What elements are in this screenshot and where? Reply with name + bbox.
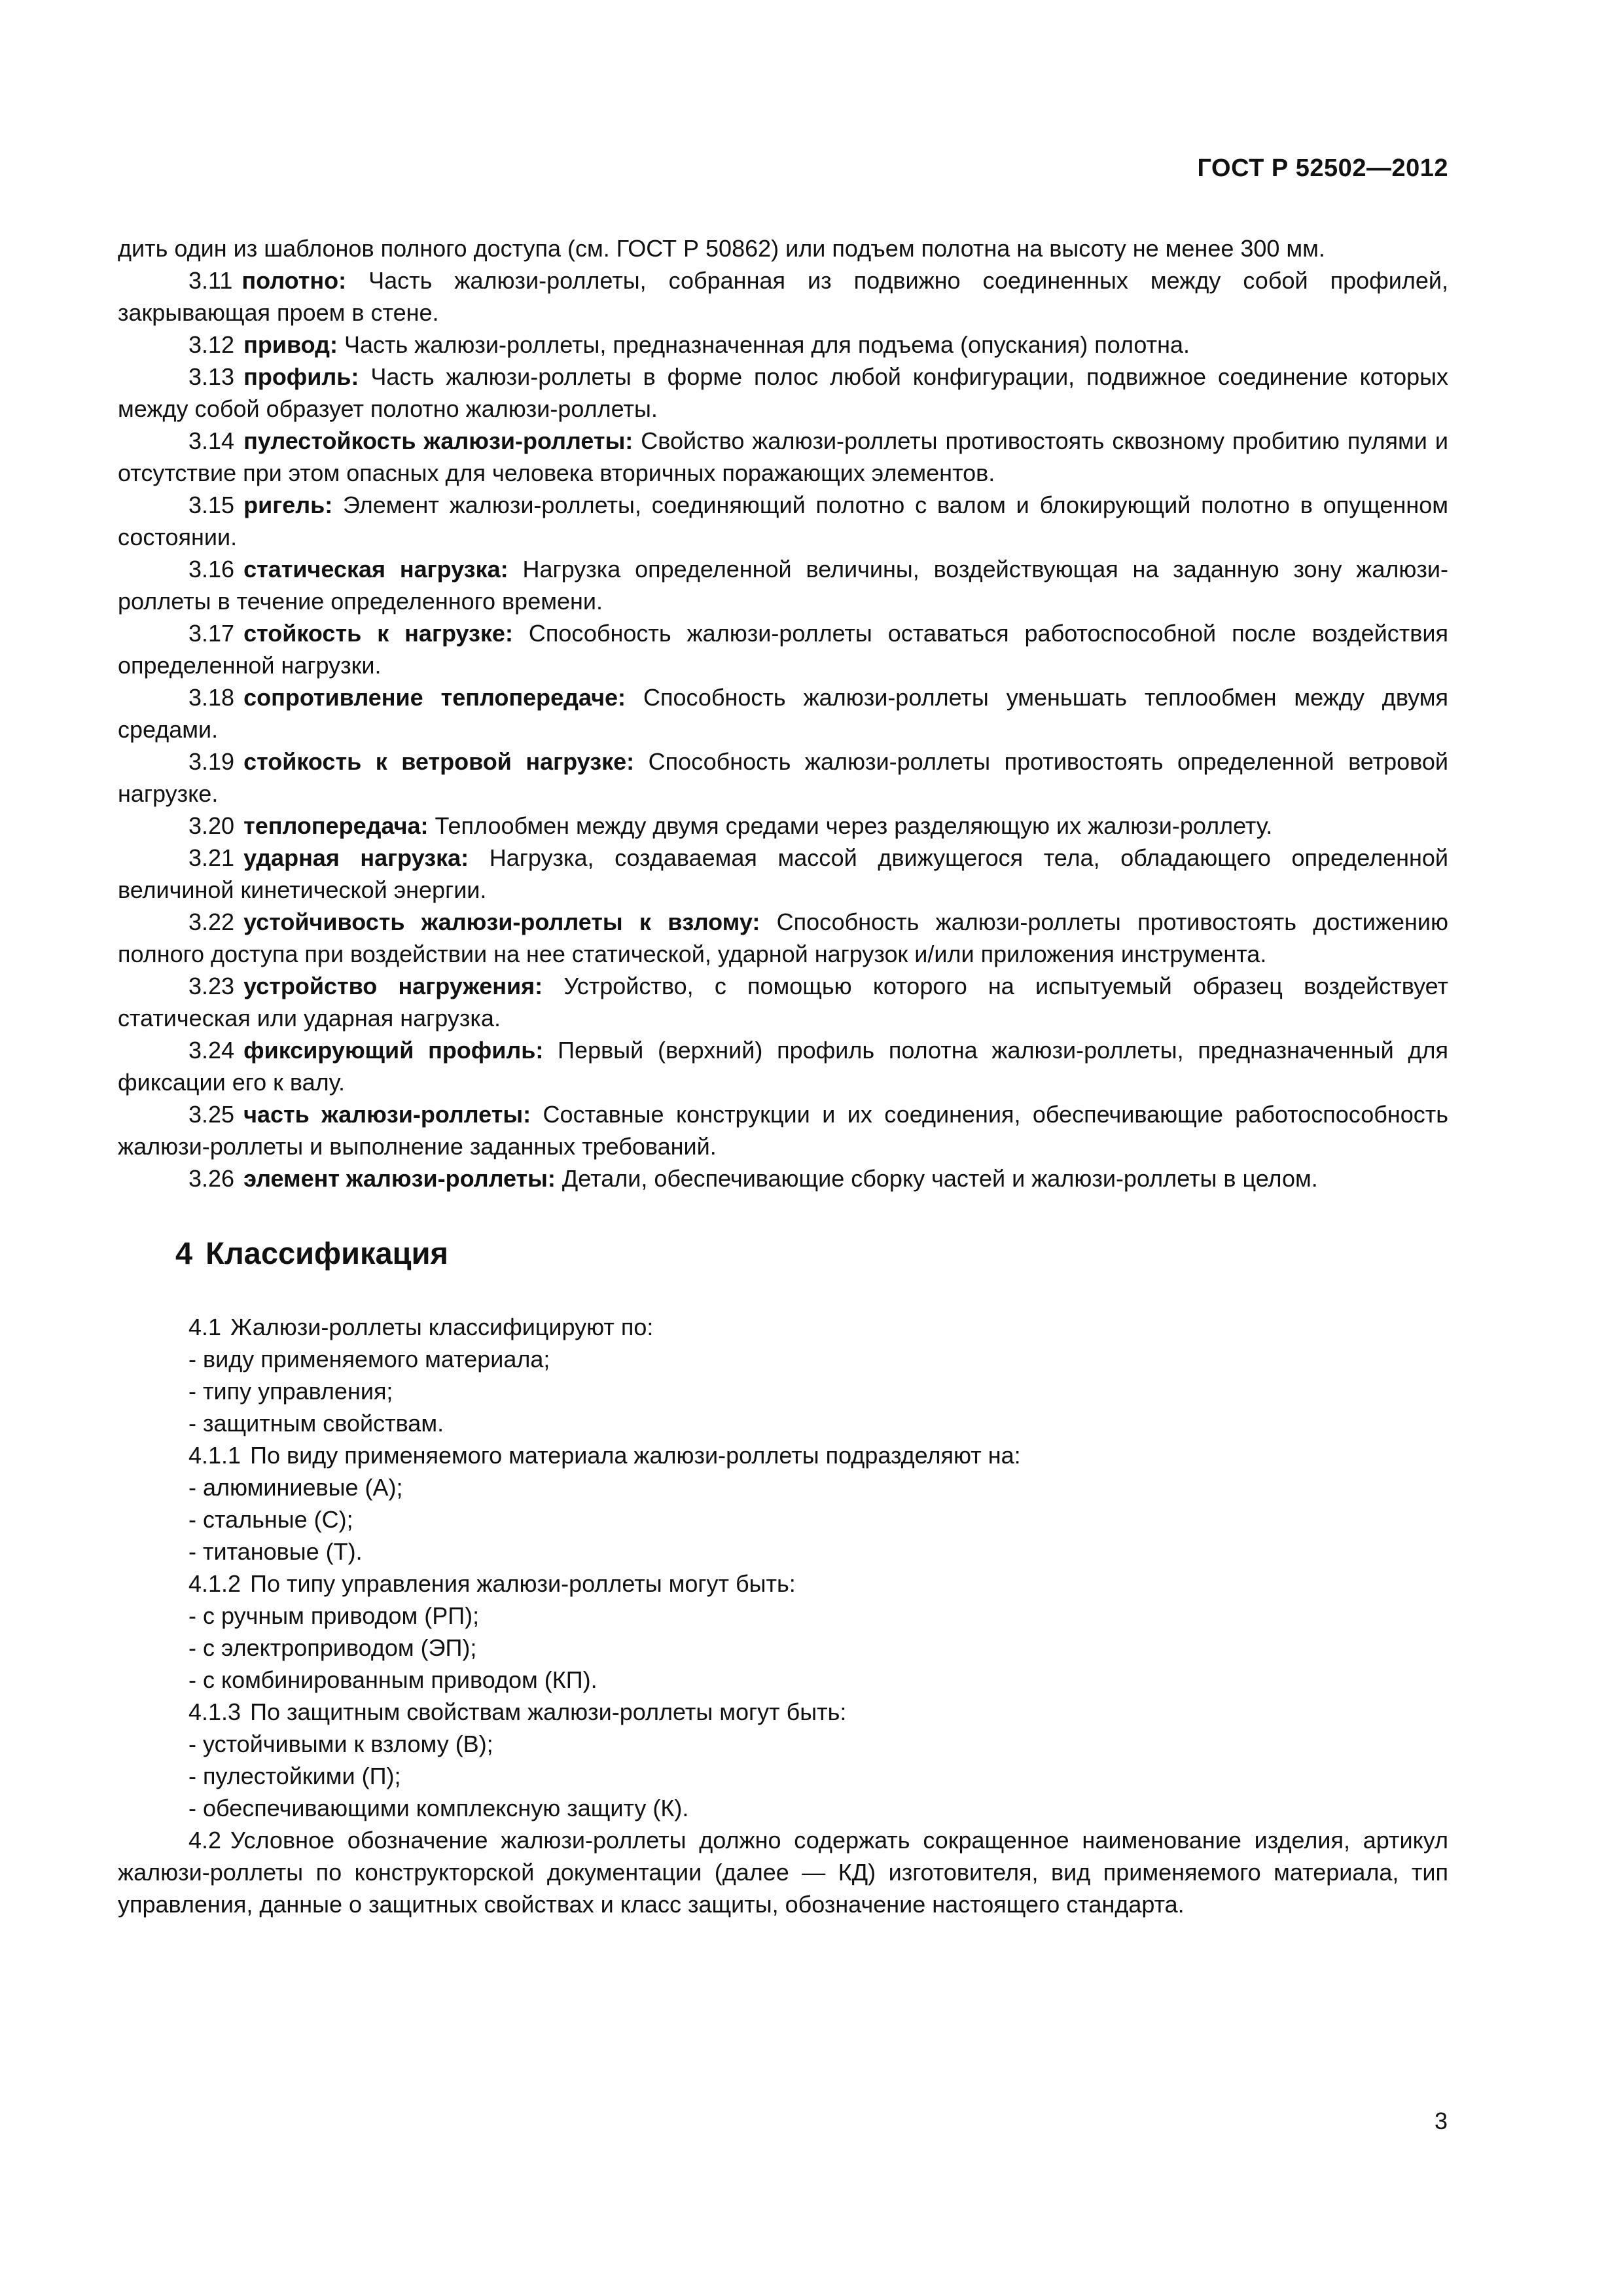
page-number: 3 — [1434, 2108, 1448, 2134]
definition-3-19 — [118, 745, 1448, 810]
definition-text: Нагрузка определенной величины, воздействующая на заданную зону жалюзи-роллеты в течение определенного времени. — [118, 556, 1448, 615]
definition-term: элемент жалюзи-роллеты: — [243, 1165, 556, 1192]
definition-text: Способность жалюзи-роллеты противостоять определенной ветровой нагрузке. — [118, 748, 1448, 807]
definition-3-16 — [118, 553, 1448, 617]
section-title: Классификация — [205, 1236, 448, 1270]
definition-text: Первый (верхний) профиль полотна жалюзи-роллеты, предназначенный для фиксации его к валу. — [118, 1037, 1448, 1096]
definition-term: сопротивление теплопередаче: — [243, 684, 626, 711]
document-id-header: ГОСТ Р 52502—2012 — [1197, 154, 1448, 182]
definition-term: фиксирующий профиль: — [243, 1037, 544, 1064]
definition-number: 3.24 — [188, 1037, 235, 1064]
clause-number: 4.1.3 — [188, 1698, 241, 1725]
definition-number: 3.23 — [188, 973, 235, 999]
clause-text: По типу управления жалюзи-роллеты могут быть: — [250, 1570, 796, 1597]
definition-3-17 — [118, 617, 1448, 681]
definition-text: Элемент жалюзи-роллеты, соединяющий полотно с валом и блокирующий полотно в опущенном состоянии. — [118, 492, 1448, 550]
clause-text: Условное обозначение жалюзи-роллеты должно содержать сокращенное наименование изделия, артикул жалюзи-роллеты по конструкторской документации (далее — КД) изготовителя, вид применяемого материала, тип управления, данные о защитных свойствах и класс защиты, обозначение настоящего стандарта. — [118, 1827, 1448, 1918]
section-heading-classification — [118, 1235, 1448, 1272]
definition-number: 3.16 — [188, 556, 235, 583]
definition-term: статическая нагрузка: — [243, 556, 508, 583]
definition-term: теплопередача: — [243, 812, 429, 839]
definition-text: Нагрузка, создаваемая массой движущегося тела, обладающего определенной величиной кинетической энергии. — [118, 844, 1448, 903]
definitions-list — [118, 264, 1448, 1194]
list-item: - алюминиевые (А); — [188, 1474, 403, 1501]
definition-term: стойкость к нагрузке: — [243, 620, 513, 647]
definition-3-18 — [118, 681, 1448, 745]
definition-term: стойкость к ветровой нагрузке: — [243, 748, 635, 775]
definition-number: 3.25 — [188, 1101, 235, 1128]
definition-number: 3.19 — [188, 748, 235, 775]
definition-3-21 — [118, 842, 1448, 906]
definition-text: Способность жалюзи-роллеты уменьшать теплообмен между двумя средами. — [118, 684, 1448, 743]
definition-3-11 — [118, 264, 1448, 329]
list-item: - с комбинированным приводом (КП). — [188, 1666, 597, 1693]
list-item: - виду применяемого материала; — [188, 1346, 550, 1372]
definition-term: пулестойкость жалюзи-роллеты: — [243, 427, 633, 454]
section-number: 4 — [175, 1236, 193, 1270]
definition-number: 3.22 — [188, 908, 235, 935]
definition-3-24 — [118, 1034, 1448, 1098]
list-item: - устойчивыми к взлому (В); — [188, 1731, 493, 1757]
definition-term: профиль: — [243, 363, 359, 390]
list-item: - титановые (Т). — [188, 1538, 363, 1565]
list-item: - обеспечивающими комплексную защиту (К). — [188, 1795, 689, 1821]
definition-number: 3.15 — [188, 492, 235, 518]
definition-term: часть жалюзи-роллеты: — [243, 1101, 531, 1128]
definition-number: 3.26 — [188, 1165, 235, 1192]
definition-3-20 — [118, 810, 1448, 842]
definition-3-23 — [118, 970, 1448, 1034]
definition-3-12 — [118, 329, 1448, 361]
clause-text: По виду применяемого материала жалюзи-роллеты подразделяют на: — [250, 1442, 1021, 1469]
clause-4-1-3 — [118, 1696, 1448, 1728]
list-item: - с ручным приводом (РП); — [188, 1602, 480, 1629]
list-item: - защитным свойствам. — [188, 1410, 444, 1437]
list-item: - типу управления; — [188, 1378, 393, 1405]
definition-text: Часть жалюзи-роллеты, предназначенная для подъема (опускания) полотна. — [344, 331, 1190, 358]
clause-4-2 — [118, 1824, 1448, 1920]
clause-4-1-1 — [118, 1439, 1448, 1471]
definition-term: привод: — [243, 331, 338, 358]
clause-4-1-2 — [118, 1568, 1448, 1600]
list-item: - пулестойкими (П); — [188, 1763, 401, 1789]
definition-term: устройство нагружения: — [243, 973, 543, 999]
intro-continuation: дить один из шаблонов полного доступа (см. ГОСТ Р 50862) или подъем полотна на высоту не менее 300 мм. — [118, 235, 1325, 262]
list-item: - с электроприводом (ЭП); — [188, 1634, 477, 1661]
definition-3-25 — [118, 1098, 1448, 1162]
definition-term: ригель: — [243, 492, 333, 518]
definition-text: Устройство, с помощью которого на испытуемый образец воздействует статическая или ударная нагрузка. — [118, 973, 1448, 1031]
definition-3-26 — [118, 1162, 1448, 1194]
clause-4-1 — [118, 1311, 1448, 1343]
list-item: - стальные (С); — [188, 1506, 353, 1533]
definition-3-13 — [118, 361, 1448, 425]
definition-number: 3.20 — [188, 812, 235, 839]
definition-number: 3.18 — [188, 684, 235, 711]
definition-text: Теплообмен между двумя средами через разделяющую их жалюзи-роллету. — [435, 812, 1273, 839]
definition-3-22 — [118, 906, 1448, 970]
definition-text: Часть жалюзи-роллеты в форме полос любой конфигурации, подвижное соединение которых между собой образует полотно жалюзи-роллеты. — [118, 363, 1448, 422]
clause-number: 4.1.1 — [188, 1442, 241, 1469]
definition-3-14 — [118, 425, 1448, 489]
definition-number: 3.17 — [188, 620, 235, 647]
definition-3-15 — [118, 489, 1448, 553]
definition-text: Часть жалюзи-роллеты, собранная из подвижно соединенных между собой профилей, закрывающая проем в стене. — [118, 267, 1448, 326]
definition-text: Способность жалюзи-роллеты оставаться работоспособной после воздействия определенной нагрузки. — [118, 620, 1449, 679]
clause-text: По защитным свойствам жалюзи-роллеты могут быть: — [250, 1698, 847, 1725]
definition-term: полотно: — [241, 267, 347, 294]
definition-number: 3.14 — [188, 427, 235, 454]
definition-text: Способность жалюзи-роллеты противостоять достижению полного доступа при воздействии на нее статической, ударной нагрузок и/или приложения инструмента. — [118, 908, 1448, 967]
definition-number: 3.21 — [188, 844, 235, 871]
definition-number: 3.12 — [188, 331, 235, 358]
definition-text: Свойство жалюзи-роллеты противостоять сквозному пробитию пулями и отсутствие при этом опасных для человека вторичных поражающих элементов. — [118, 427, 1448, 486]
definition-term: ударная нагрузка: — [243, 844, 469, 871]
document-body — [118, 232, 1448, 1920]
clause-number: 4.2 — [188, 1827, 222, 1854]
definition-term: устойчивость жалюзи-роллеты к взлому: — [243, 908, 760, 935]
definition-number: 3.11 — [188, 267, 233, 294]
definition-number: 3.13 — [188, 363, 235, 390]
definition-text: Детали, обеспечивающие сборку частей и жалюзи-роллеты в целом. — [562, 1165, 1318, 1192]
definition-text: Составные конструкции и их соединения, обеспечивающие работоспособность жалюзи-роллеты и выполнение заданных требований. — [118, 1101, 1448, 1160]
clause-text: Жалюзи-роллеты классифицируют по: — [230, 1314, 654, 1340]
clause-number: 4.1 — [188, 1314, 222, 1340]
clause-number: 4.1.2 — [188, 1570, 241, 1597]
